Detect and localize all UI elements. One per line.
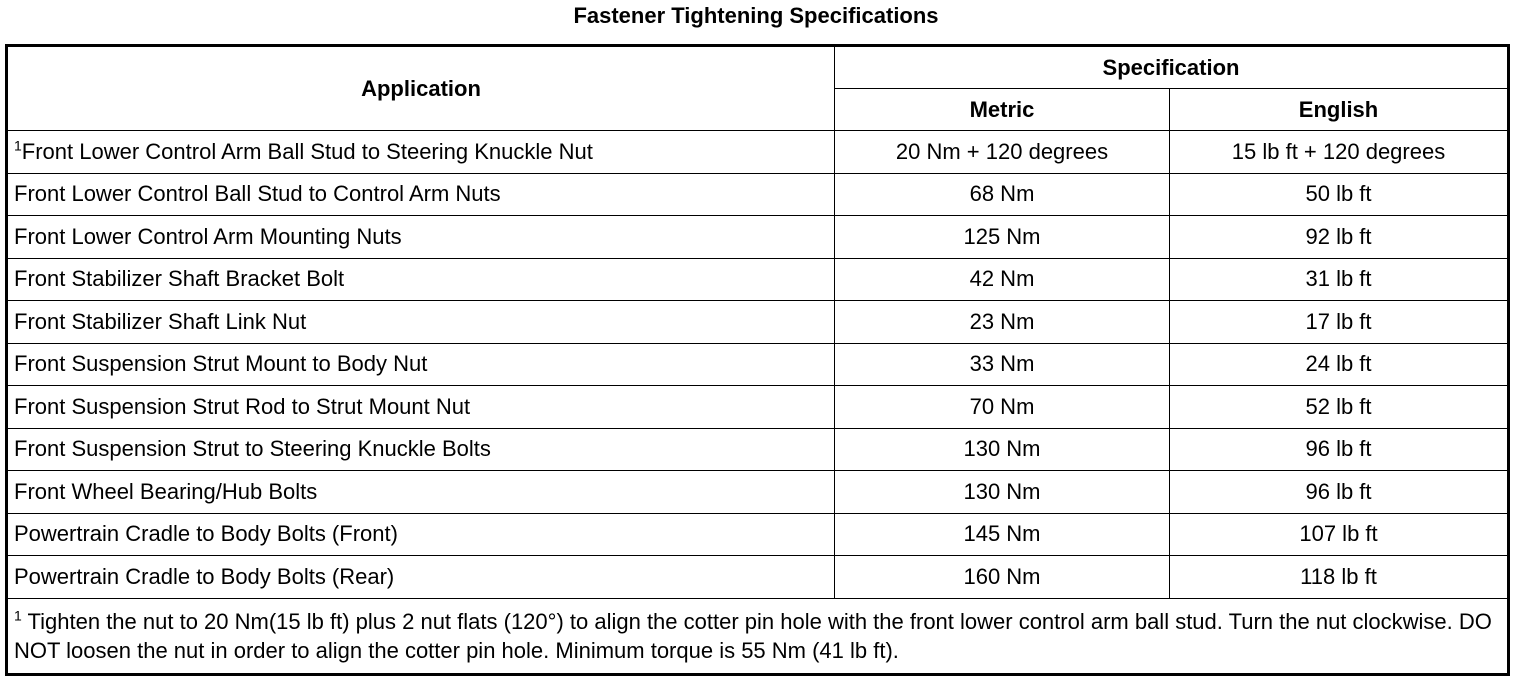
- application-text: Front Suspension Strut Mount to Body Nut: [14, 351, 428, 377]
- table-row: [7, 428, 1509, 471]
- metric-value-cell: 130 Nm: [835, 428, 1170, 471]
- metric-value-cell: 42 Nm: [835, 258, 1170, 301]
- application-text: Front Wheel Bearing/Hub Bolts: [14, 478, 318, 504]
- metric-value-cell: 160 Nm: [835, 556, 1170, 599]
- english-value-cell: 17 lb ft: [1170, 301, 1509, 344]
- english-value-cell: 96 lb ft: [1170, 471, 1509, 514]
- metric-value-cell: 70 Nm: [835, 386, 1170, 429]
- application-cell: [7, 216, 835, 259]
- application-cell: [7, 386, 835, 429]
- application-cell: [7, 513, 835, 556]
- application-text: Front Lower Control Arm Ball Stud to Steering Knuckle Nut: [21, 138, 593, 164]
- footnote-cell: [7, 598, 1509, 674]
- table-row: [7, 386, 1509, 429]
- metric-value-cell: 68 Nm: [835, 173, 1170, 216]
- table-row: [7, 216, 1509, 259]
- english-value-cell: 31 lb ft: [1170, 258, 1509, 301]
- table-row: [7, 513, 1509, 556]
- table-row: [7, 556, 1509, 599]
- footnote-text: Tighten the nut to 20 Nm(15 lb ft) plus 2 nut flats (120°) to align the cotter pin hole with the front lower control arm ball stud. Turn the nut clockwise. DO NOT loosen the nut in order to align the cotter pin hole. Minimum torque is 55 Nm (41 lb ft).: [14, 608, 1492, 663]
- application-cell: [7, 173, 835, 216]
- application-header: Application: [7, 46, 835, 131]
- application-cell: [7, 471, 835, 514]
- application-cell: [7, 556, 835, 599]
- metric-header: Metric: [835, 89, 1170, 131]
- application-text: Front Lower Control Arm Mounting Nuts: [14, 223, 402, 249]
- metric-value-cell: 145 Nm: [835, 513, 1170, 556]
- application-text: Powertrain Cradle to Body Bolts (Rear): [14, 563, 395, 589]
- english-value-cell: 96 lb ft: [1170, 428, 1509, 471]
- english-value-cell: 15 lb ft + 120 degrees: [1170, 131, 1509, 174]
- table-row: [7, 343, 1509, 386]
- footnote-marker: 1: [14, 607, 22, 624]
- spec-table-body: [7, 131, 1509, 599]
- table-row: [7, 301, 1509, 344]
- application-cell: [7, 258, 835, 301]
- english-value-cell: 92 lb ft: [1170, 216, 1509, 259]
- fastener-spec-table: [5, 44, 1510, 676]
- english-header: English: [1170, 89, 1509, 131]
- table-row: [7, 258, 1509, 301]
- application-text: Powertrain Cradle to Body Bolts (Front): [14, 521, 398, 547]
- application-text: Front Suspension Strut Rod to Strut Mount Nut: [14, 393, 471, 419]
- english-value-cell: 50 lb ft: [1170, 173, 1509, 216]
- page-title: Fastener Tightening Specifications: [573, 3, 939, 28]
- application-cell: [7, 428, 835, 471]
- english-value-cell: 107 lb ft: [1170, 513, 1509, 556]
- application-cell: [7, 343, 835, 386]
- english-value-cell: 52 lb ft: [1170, 386, 1509, 429]
- metric-value-cell: 20 Nm + 120 degrees: [835, 131, 1170, 174]
- metric-value-cell: 125 Nm: [835, 216, 1170, 259]
- application-text: Front Stabilizer Shaft Bracket Bolt: [14, 266, 345, 292]
- table-row: [7, 131, 1509, 174]
- table-row: [7, 471, 1509, 514]
- application-text: Front Suspension Strut to Steering Knuckle Bolts: [14, 436, 491, 462]
- footnote-row: [7, 598, 1509, 674]
- english-value-cell: 24 lb ft: [1170, 343, 1509, 386]
- metric-value-cell: 130 Nm: [835, 471, 1170, 514]
- application-text: Front Stabilizer Shaft Link Nut: [14, 308, 307, 334]
- specification-header: Specification: [835, 46, 1509, 89]
- metric-value-cell: 33 Nm: [835, 343, 1170, 386]
- application-cell: [7, 131, 835, 174]
- table-row: [7, 173, 1509, 216]
- application-cell: [7, 301, 835, 344]
- english-value-cell: 118 lb ft: [1170, 556, 1509, 599]
- application-text: Front Lower Control Ball Stud to Control Arm Nuts: [14, 181, 501, 207]
- header-row-top: [7, 46, 1509, 89]
- metric-value-cell: 23 Nm: [835, 301, 1170, 344]
- footnote-reference: 1: [14, 137, 22, 154]
